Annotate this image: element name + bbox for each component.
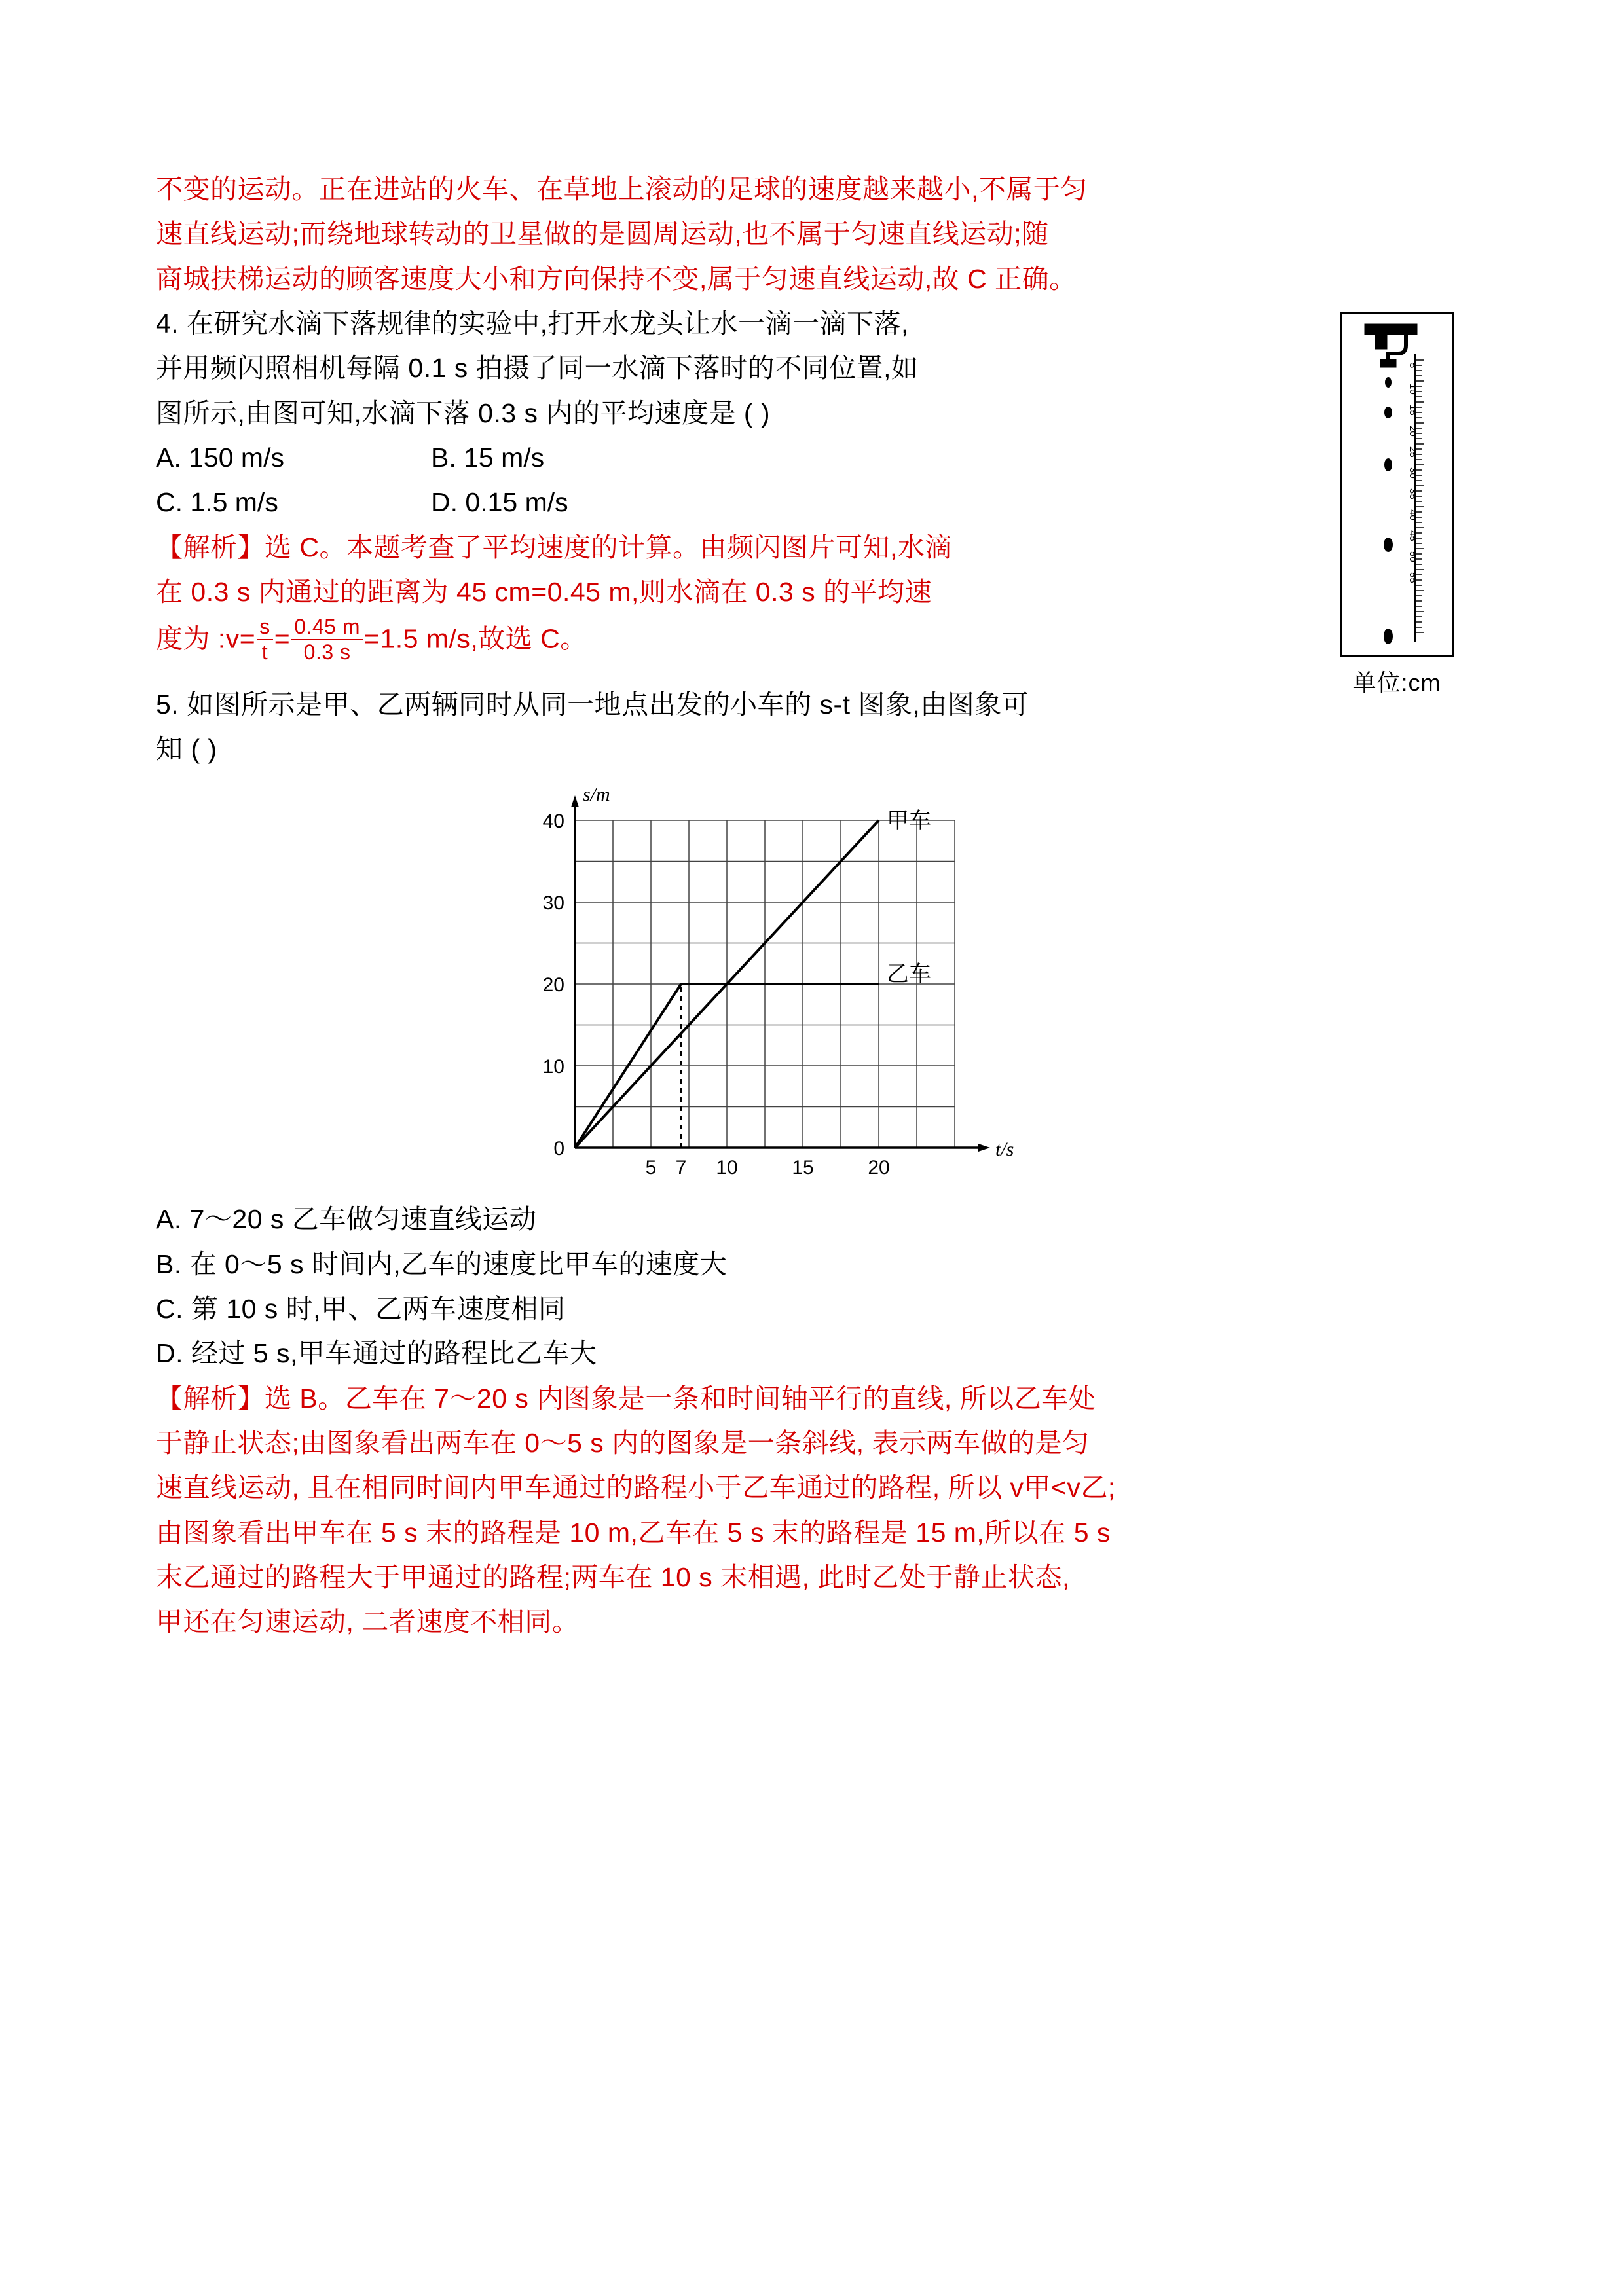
y-axis-label: s/m [583,784,610,806]
question-5-option-b[interactable]: B. 在 0～5 s 时间内,乙车的速度比甲车的速度大 [156,1248,728,1279]
question-5-explanation-line-2: 于静止状态;由图象看出两车在 0～5 s 内的图象是一条斜线, 表示两车做的是匀 [156,1427,1090,1458]
question-4-explanation-line-2: 在 0.3 s 内通过的距离为 45 cm=0.45 m,则水滴在 0.3 s 的平均速 [156,576,932,607]
svg-text:30: 30 [542,892,564,915]
svg-text:10: 10 [716,1157,738,1179]
svg-text:5: 5 [645,1157,657,1179]
explanation-formula-suffix: =1.5 m/s,故选 C。 [364,623,587,654]
question-4-option-d[interactable]: D. 0.15 m/s [431,487,568,518]
fraction-denominator-t: t [261,640,268,664]
svg-text:25: 25 [1407,446,1418,458]
figure-unit-label: 单位:cm [1352,668,1441,696]
ruler-scale-numbers [1407,363,1418,583]
question-5-option-d[interactable]: D. 经过 5 s,甲车通过的路程比乙车大 [156,1338,597,1369]
svg-text:35: 35 [1407,488,1418,500]
svg-text:10: 10 [542,1056,564,1078]
fraction-numerator-s: s [257,615,273,640]
question-5-stem-line-2: 知 ( ) [156,734,217,765]
x-axis-label: t/s [995,1139,1014,1161]
y-axis-arrow [571,795,579,807]
svg-text:50: 50 [1407,551,1418,562]
question-5-option-a[interactable]: A. 7～20 s 乙车做匀速直线运动 [156,1204,537,1235]
svg-text:0: 0 [553,1138,564,1160]
question-4-options-row-1 [156,437,1479,478]
svg-text:20: 20 [868,1157,890,1179]
question-5-block [156,684,1479,1643]
water-drops [1384,377,1393,644]
question-4-block [156,303,1479,696]
question-4-stem-line-3: 图所示,由图可知,水滴下落 0.3 s 内的平均速度是 ( ) [156,397,771,428]
question-5-explanation-line-1: 【解析】选 B。乙车在 7～20 s 内图象是一条和时间轴平行的直线, 所以乙车处 [156,1383,1096,1413]
question-4-explanation-line-3 [156,616,1479,666]
legend-label-jia: 甲车 [887,809,931,834]
question-4-stem-line-2: 并用频闪照相机每隔 0.1 s 拍摄了同一水滴下落时的不同位置,如 [156,353,919,384]
svg-text:55: 55 [1407,572,1418,583]
faucet-ruler-svg [1342,314,1452,655]
svg-text:40: 40 [542,811,564,833]
faucet-ruler-figure [1340,312,1454,657]
question-4-stem-line-1: 4. 在研究水滴下落规律的实验中,打开水龙头让水一滴一滴下落, [156,308,909,338]
question-4-explanation-line-1: 【解析】选 C。本题考查了平均速度的计算。由频闪图片可知,水滴 [156,532,952,562]
legend-label-yi: 乙车 [887,962,931,987]
question-4-figure [1315,312,1479,698]
question-4-option-c[interactable]: C. 1.5 m/s [156,487,278,518]
formula-fraction-st [257,615,273,665]
svg-text:15: 15 [792,1157,814,1179]
question-5-explanation-line-6: 甲还在匀速运动, 二者速度不相同。 [156,1607,580,1637]
explanation-formula-prefix: 度为 :v= [156,623,256,654]
svg-text:20: 20 [542,974,564,996]
formula-fraction-values [291,615,363,665]
st-graph-svg [457,781,1177,1187]
fraction-numerator-distance: 0.45 m [291,615,363,640]
question-4-options-row-2 [156,482,1479,522]
top-explanation-line-1: 不变的运动。正在进站的火车、在草地上滚动的足球的速度越来越小,不属于匀 [156,174,1088,204]
svg-text:40: 40 [1407,509,1418,520]
svg-text:5: 5 [1407,362,1418,369]
y-tick-labels [543,811,564,1159]
question-5-explanation-line-5: 末乙通过的路程大于甲通过的路程;两车在 10 s 末相遇, 此时乙处于静止状态, [156,1561,1070,1592]
svg-text:20: 20 [1407,425,1418,437]
x-tick-labels [646,1157,890,1178]
question-5-explanation-line-4: 由图象看出甲车在 5 s 末的路程是 10 m,乙车在 5 s 末的路程是 15 m,所以在 5 s [156,1517,1111,1548]
svg-text:30: 30 [1407,467,1418,479]
x-axis-arrow [978,1144,990,1152]
top-explanation-line-2: 速直线运动;而绕地球转动的卫星做的是圆周运动,也不属于匀速直线运动;随 [156,219,1049,249]
top-explanation-line-3: 商城扶梯运动的顾客速度大小和方向保持不变,属于匀速直线运动,故 C 正确。 [156,263,1077,294]
page-content [156,169,1479,1646]
question-5-chart [156,781,1479,1187]
question-5-explanation-line-3: 速直线运动, 且在相同时间内甲车通过的路程小于乙车通过的路程, 所以 v甲<v乙; [156,1472,1116,1503]
svg-text:45: 45 [1407,530,1418,541]
top-explanation-block [156,169,1479,299]
question-5-stem-line-1: 5. 如图所示是甲、乙两辆同时从同一地点出发的小车的 s-t 图象,由图象可 [156,689,1029,720]
question-4-option-b[interactable]: B. 15 m/s [431,442,545,473]
question-4-option-a[interactable]: A. 150 m/s [156,442,284,473]
formula-equals: = [274,623,291,654]
svg-text:10: 10 [1407,383,1418,395]
svg-text:7: 7 [675,1157,687,1179]
fraction-denominator-time: 0.3 s [303,640,351,664]
question-5-option-c[interactable]: C. 第 10 s 时,甲、乙两车速度相同 [156,1293,566,1324]
svg-text:15: 15 [1407,404,1418,416]
